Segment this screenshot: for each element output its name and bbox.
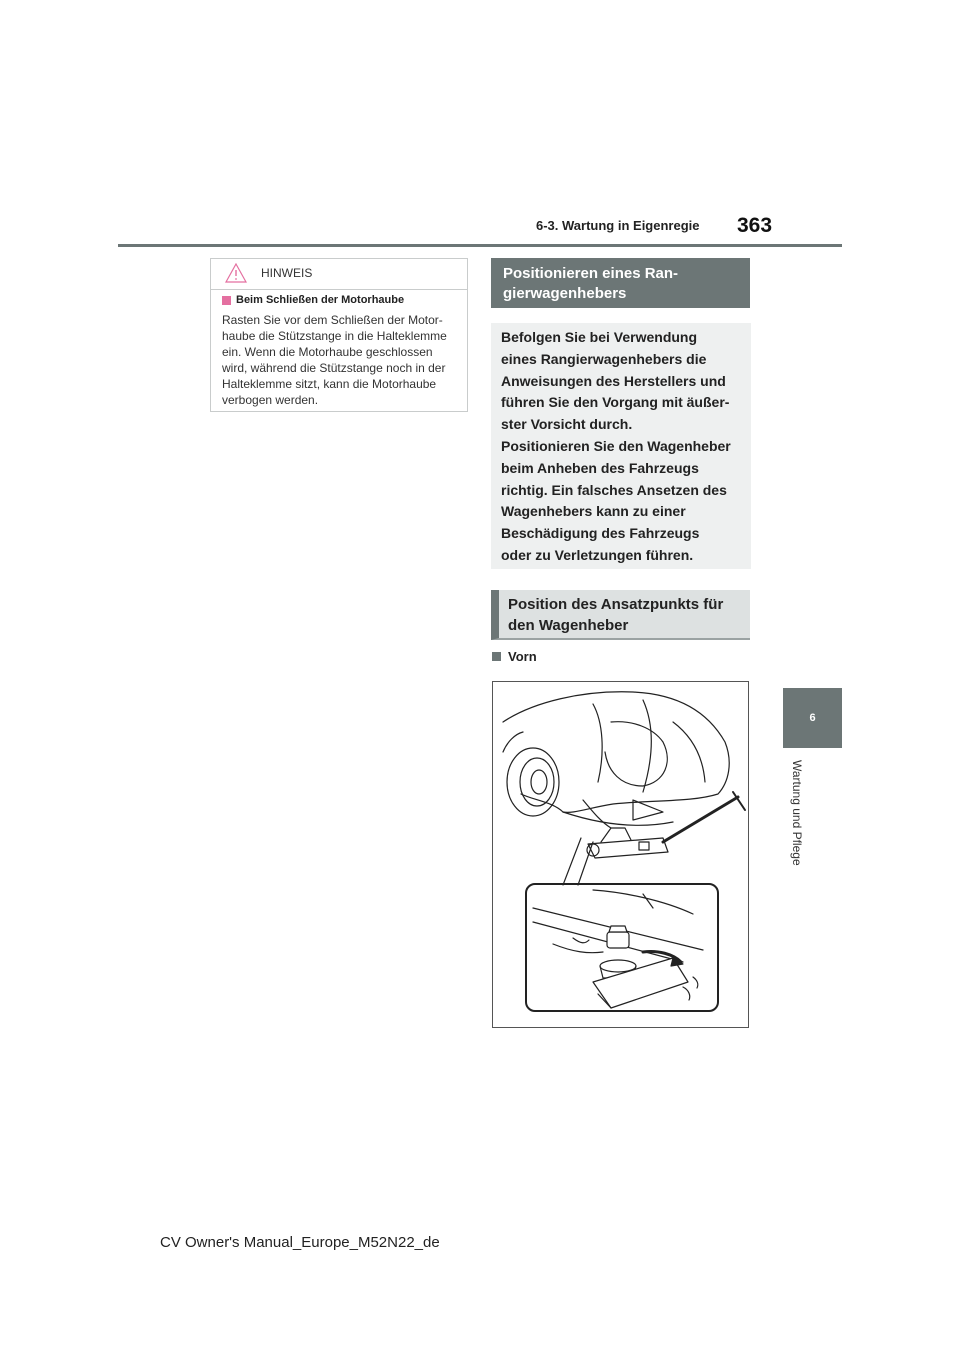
bullet-item: Vorn [492,649,537,664]
chapter-tab[interactable] [783,688,842,748]
car-jack-icon [493,682,748,1027]
page-number: 363 [737,214,773,237]
header-rule [118,244,842,247]
notice-subtitle: Beim Schließen der Motorhaube [222,294,457,306]
section-title: 6-3. Wartung in Eigenregie [536,218,700,233]
notice-box [210,258,468,412]
section-heading: Positionieren eines Ran- gierwagenhebers [491,258,750,308]
notice-text: Rasten Sie vor dem Schließen der Motor- haube die Stützstange in die Halteklemme ein. Wenn die Motorhaube geschlossen wird, während die Stützstange noch in der Halteklemme sitzt, kann die Motorhaube verbogen werden. [222,313,447,407]
square-bullet-icon [492,652,501,661]
chapter-title: Wartung und Pflege [790,760,804,866]
chapter-number: 6 [809,712,816,724]
square-bullet-icon [222,296,231,305]
notice-header [211,259,467,290]
notice-title: HINWEIS [261,266,313,280]
caution-box: Befolgen Sie bei Verwendung eines Rangierwagenhebers die Anweisungen des Herstellers und führen Sie den Vorgang mit äußer- ster Vorsicht durch. Positionieren Sie den Wagenheber beim Anheben des Fahrzeugs richtig. Ein falsches Ansetzen des Wagenhebers kann zu einer Beschädigung des Fahrzeugs oder zu Verletzungen führen. [491,323,751,569]
jack-point-illustration [492,681,749,1028]
footer-manual-id: CV Owner's Manual_Europe_M52N22_de [160,1234,440,1251]
notice-body [211,290,467,408]
warning-triangle-icon [225,263,247,283]
subsection-heading: Position des Ansatzpunkts für den Wagenheber [491,590,750,640]
